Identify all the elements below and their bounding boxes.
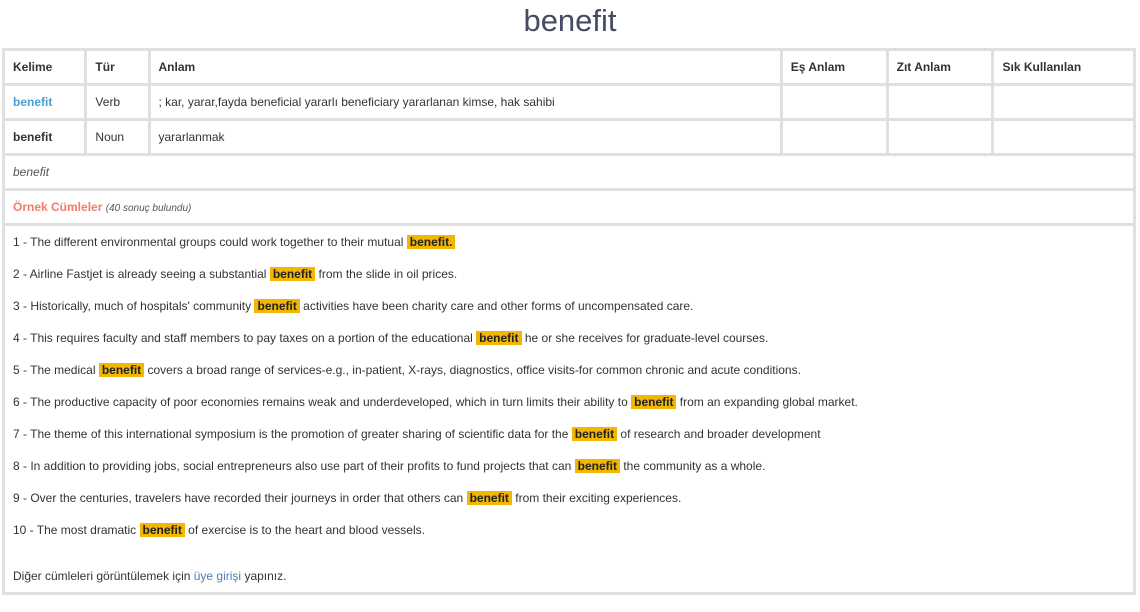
highlighted-word: benefit — [476, 331, 521, 345]
highlighted-word: benefit — [254, 299, 299, 313]
sentence-text-before: 9 - Over the centuries, travelers have recorded their journeys in order that others can — [13, 491, 467, 505]
login-note — [13, 560, 1125, 592]
common-cell — [994, 86, 1133, 118]
highlighted-word: benefit — [140, 523, 185, 537]
table-header-row — [5, 51, 1133, 83]
examples-count: (40 sonuç bulundu) — [105, 203, 192, 214]
sentence-text-before: 10 - The most dramatic — [13, 523, 140, 537]
sentence-text-after: from their exciting experiences. — [511, 491, 682, 505]
highlighted-word: benefit — [99, 363, 144, 377]
example-sentence — [13, 450, 1125, 482]
antonym-cell — [889, 86, 992, 118]
example-sentence — [13, 418, 1125, 450]
example-sentence — [13, 226, 1125, 258]
antonym-cell — [889, 121, 992, 153]
sentence-text-after: covers a broad range of services-e.g., in-patient, X-rays, diagnostics, office visits-for common chronic and acute conditions. — [144, 363, 801, 377]
sentence-text-after: from the slide in oil prices. — [315, 267, 458, 281]
sentence-text-before: 7 - The theme of this international symposium is the promotion of greater sharing of scientific data for the — [13, 427, 572, 441]
sentence-text-after: of exercise is to the heart and blood vessels. — [184, 523, 425, 537]
type-cell: Verb — [87, 86, 147, 118]
sentence-text-before: 1 - The different environmental groups could work together to their mutual — [13, 235, 407, 249]
word-link[interactable]: benefit — [13, 95, 53, 109]
sentence-text-before: 6 - The productive capacity of poor economies remains weak and underdeveloped, which in turn limits their ability to — [13, 395, 632, 409]
sentence-text-after: activities have been charity care and other forms of uncompensated care. — [299, 299, 694, 313]
header-sik-kullanilan: Sık Kullanılan — [994, 51, 1133, 83]
header-es-anlam: Eş Anlam — [783, 51, 886, 83]
sentences-row — [5, 226, 1133, 592]
sentence-text-before: 8 - In addition to providing jobs, social entrepreneurs also use part of their profits to fund projects that can — [13, 459, 575, 473]
example-sentence — [13, 386, 1125, 418]
center-word: benefit — [5, 156, 1133, 188]
dictionary-table — [2, 48, 1136, 595]
highlighted-word: benefit — [270, 267, 315, 281]
table-row — [5, 86, 1133, 118]
header-tur: Tür — [87, 51, 147, 83]
highlighted-word: benefit — [572, 427, 617, 441]
synonym-cell — [783, 86, 886, 118]
highlighted-word: benefit — [631, 395, 676, 409]
sentence-text-before: 2 - Airline Fastjet is already seeing a substantial — [13, 267, 270, 281]
sentence-text-after: the community as a whole. — [620, 459, 766, 473]
highlighted-word: benefit — [467, 491, 512, 505]
highlighted-word: benefit. — [407, 235, 456, 249]
login-note-before: Diğer cümleleri görüntülemek için — [13, 569, 194, 583]
header-anlam: Anlam — [151, 51, 780, 83]
example-sentence — [13, 322, 1125, 354]
sentence-text-after: he or she receives for graduate-level courses. — [521, 331, 769, 345]
sentence-text-after: of research and broader development — [617, 427, 821, 441]
common-cell — [994, 121, 1133, 153]
header-zit-anlam: Zıt Anlam — [889, 51, 992, 83]
login-note-after: yapınız. — [241, 569, 287, 583]
examples-title: Örnek Cümleler — [13, 200, 103, 214]
login-link[interactable]: üye girişi — [193, 569, 242, 583]
type-cell: Noun — [87, 121, 147, 153]
example-sentence — [13, 514, 1125, 546]
word-cell — [5, 121, 84, 153]
synonym-cell — [783, 121, 886, 153]
sentence-text-before: 5 - The medical — [13, 363, 99, 377]
header-kelime: Kelime — [5, 51, 84, 83]
word-cell[interactable] — [5, 86, 84, 118]
table-row — [5, 121, 1133, 153]
examples-header — [5, 191, 1133, 223]
sentence-text-after: from an expanding global market. — [676, 395, 858, 409]
highlighted-word: benefit — [575, 459, 620, 473]
example-sentence — [13, 290, 1125, 322]
page-title: benefit — [523, 3, 617, 38]
examples-header-row — [5, 191, 1133, 223]
example-sentence — [13, 258, 1125, 290]
meaning-cell: yararlanmak — [151, 121, 780, 153]
sentence-text-before: 3 - Historically, much of hospitals' community — [13, 299, 255, 313]
meaning-cell: ; kar, yarar,fayda beneficial yararlı beneficiary yararlanan kimse, hak sahibi — [151, 86, 780, 118]
center-word-row — [5, 156, 1133, 188]
sentences-list — [5, 226, 1133, 592]
example-sentence — [13, 354, 1125, 386]
example-sentence — [13, 482, 1125, 514]
word-text: benefit — [13, 130, 53, 144]
sentence-text-before: 4 - This requires faculty and staff members to pay taxes on a portion of the educational — [13, 331, 477, 345]
